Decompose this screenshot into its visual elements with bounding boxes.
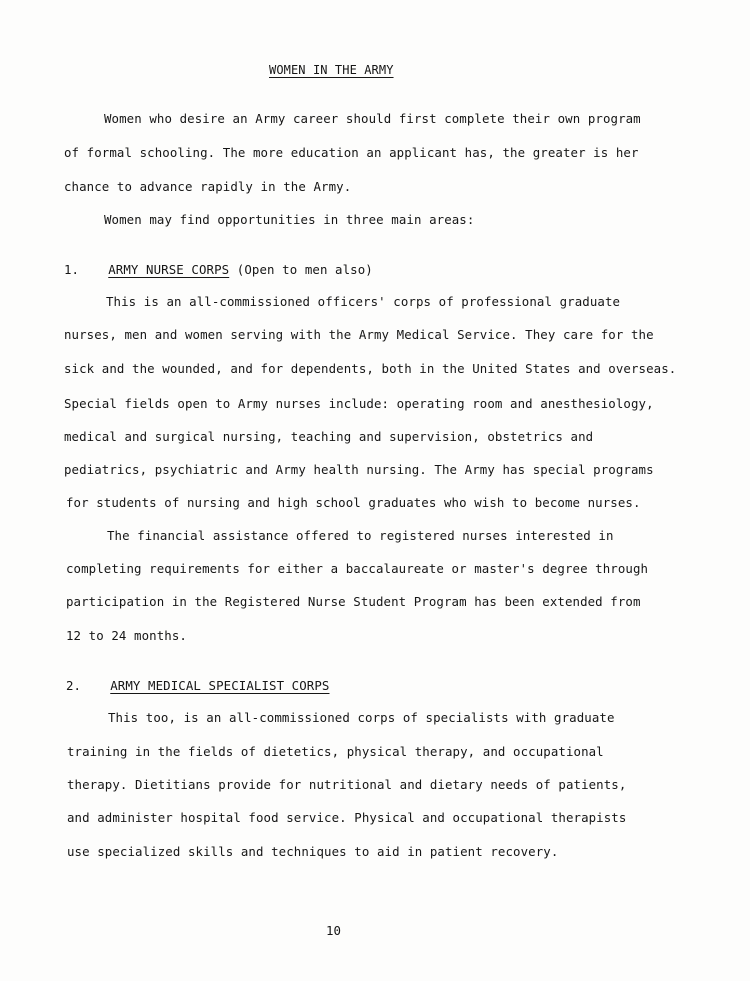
section-1-line-9: completing requirements for either a baccalaureate or master's degree through [66,561,649,576]
section-1-line-1: This is an all-commissioned officers' corps of professional graduate [106,294,621,309]
section-1-line-10: participation in the Registered Nurse Student Program has been extended from [66,594,641,609]
intro-line-1: Women who desire an Army career should first complete their own program [104,111,641,126]
section-2-number: 2. [66,678,82,693]
page-title: WOMEN IN THE ARMY [269,63,394,77]
section-2-line-5: use specialized skills and techniques to aid in patient recovery. [67,844,559,859]
section-1-line-5: medical and surgical nursing, teaching and supervision, obstetrics and [64,429,594,444]
section-1-line-2: nurses, men and women serving with the Army Medical Service. They care for the [64,327,654,342]
section-2-line-1: This too, is an all-commissioned corps of specialists with graduate [108,710,615,725]
section-2-line-3: therapy. Dietitians provide for nutritional and dietary needs of patients, [67,777,627,792]
section-2-heading-row [66,678,329,694]
section-1-line-4: Special fields open to Army nurses include: operating room and anesthesiology, [64,396,654,411]
section-1-heading: ARMY NURSE CORPS [108,262,230,277]
intro-line-4: Women may find opportunities in three main areas: [104,212,475,227]
section-1-line-8: The financial assistance offered to registered nurses interested in [107,528,614,543]
section-2-line-2: training in the fields of dietetics, physical therapy, and occupational [67,744,604,759]
section-1-line-7: for students of nursing and high school graduates who wish to become nurses. [66,495,641,510]
section-2-heading: ARMY MEDICAL SPECIALIST CORPS [110,678,330,693]
section-1-line-3: sick and the wounded, and for dependents, both in the United States and overseas. [64,361,677,376]
page-number: 10 [326,923,342,938]
section-1-heading-row [64,262,373,278]
section-1-line-6: pediatrics, psychiatric and Army health nursing. The Army has special programs [64,462,654,477]
intro-line-2: of formal schooling. The more education an applicant has, the greater is her [64,145,639,160]
intro-line-3: chance to advance rapidly in the Army. [64,179,352,194]
section-1-line-11: 12 to 24 months. [66,628,187,643]
section-1-number: 1. [64,262,80,277]
section-2-line-4: and administer hospital food service. Physical and occupational therapists [67,810,627,825]
section-1-note: (Open to men also) [236,262,373,277]
